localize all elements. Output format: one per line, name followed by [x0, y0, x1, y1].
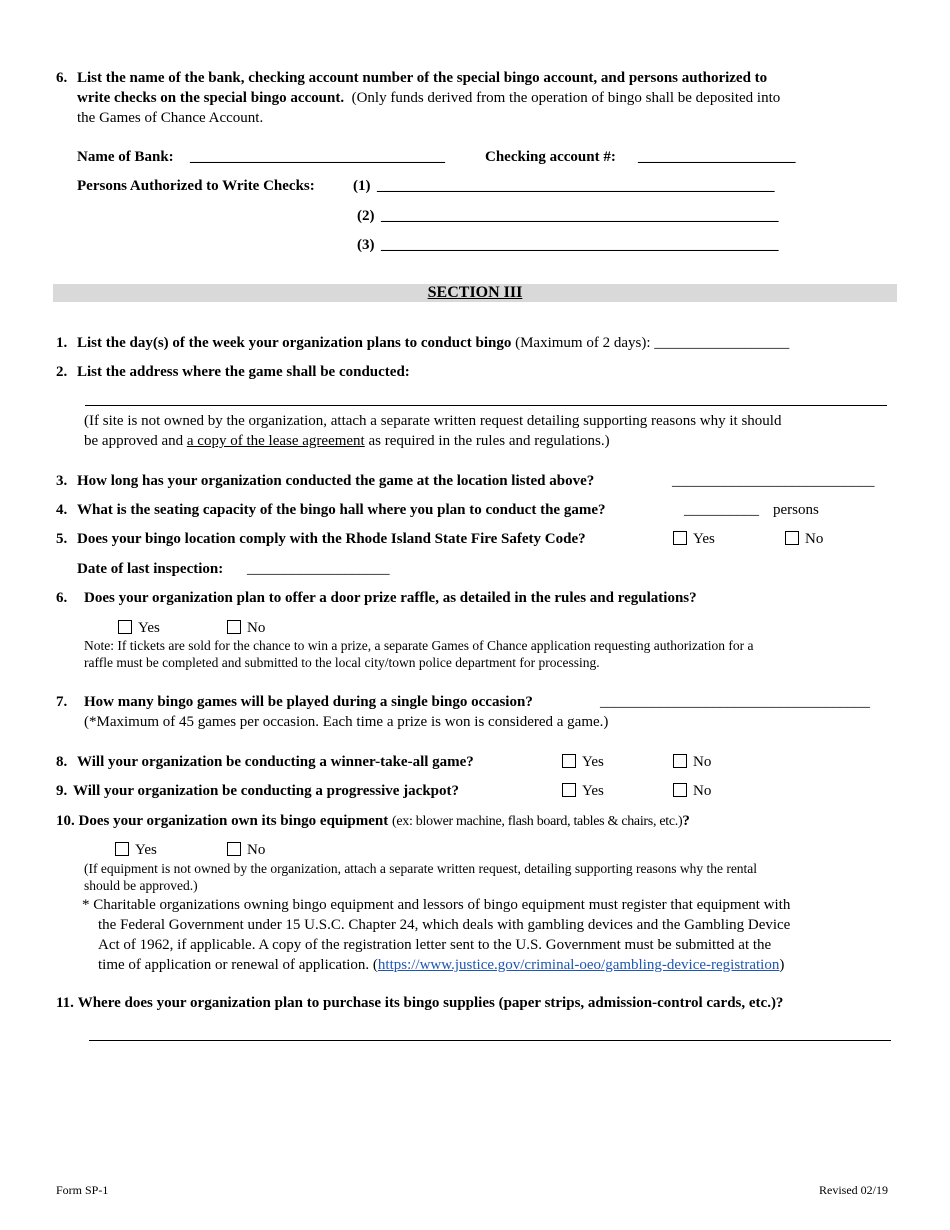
s5-question: Does your bingo location comply with the Rhode Island State Fire Safety Code?	[77, 531, 586, 547]
s5-number: 5.	[56, 531, 68, 547]
s10-no-option[interactable]	[227, 840, 265, 860]
seating-unit: persons	[773, 502, 819, 518]
s6-no-label: No	[247, 620, 266, 636]
s10-star-line3: Act of 1962, if applicable. A copy of the registration letter sent to the U.S. Government must be submitted at the	[98, 937, 772, 953]
s10-yes-checkbox[interactable]	[115, 842, 129, 856]
s9-no-checkbox[interactable]	[673, 783, 687, 797]
s9-no-label: No	[693, 783, 712, 799]
revised-date: Revised 02/19	[819, 1183, 888, 1197]
s4-number: 4.	[56, 502, 68, 518]
s5-yes-label: Yes	[693, 531, 715, 547]
s1-number: 1.	[56, 335, 68, 351]
s6-no-checkbox[interactable]	[227, 620, 241, 634]
inspection-date-label: Date of last inspection:	[77, 561, 224, 577]
q6-text-line2	[77, 88, 780, 108]
s10-no-checkbox[interactable]	[227, 842, 241, 856]
s6-yes-checkbox[interactable]	[118, 620, 132, 634]
s3-duration-field[interactable]: ___________________________	[672, 473, 875, 489]
s10-star-line2: the Federal Government under 15 U.S.C. Chapter 24, which deals with gambling devices and the Gambling Device	[98, 917, 791, 933]
s11-question	[56, 993, 783, 1013]
s8-yes-checkbox[interactable]	[562, 754, 576, 768]
person-2-field[interactable]: _____________________________________________________	[381, 208, 779, 224]
s4-question: What is the seating capacity of the bingo hall where you plan to conduct the game?	[77, 502, 606, 518]
s1-question-bold: List the day(s) of the week your organization plans to conduct bingo	[77, 335, 512, 351]
persons-authorized-label: Persons Authorized to Write Checks:	[77, 178, 315, 194]
q6-text-line3: the Games of Chance Account.	[77, 110, 264, 126]
s8-no-option[interactable]	[673, 752, 711, 772]
s9-no-option[interactable]	[673, 781, 711, 801]
s9-yes-option[interactable]	[562, 781, 604, 801]
checking-account-label: Checking account #:	[485, 149, 616, 165]
s10-yes-label: Yes	[135, 842, 157, 858]
address-field[interactable]	[85, 405, 887, 406]
s2-note-post: as required in the rules and regulations.)	[364, 433, 610, 449]
s6-question: Does your organization plan to offer a door prize raffle, as detailed in the rules and regulations?	[84, 590, 697, 606]
s6-note-line1: Note: If tickets are sold for the chance to win a prize, a separate Games of Chance application requesting authorization for a	[84, 638, 754, 653]
s5-no-label: No	[805, 531, 824, 547]
s7-number: 7.	[56, 694, 68, 710]
bank-name-label: Name of Bank:	[77, 149, 174, 165]
s10-note-line2: should be approved.)	[84, 878, 198, 893]
section-title: SECTION III	[427, 284, 523, 301]
section-header-band	[53, 284, 897, 302]
s11-question-bold: Where does your organization plan to purchase its bingo supplies (paper strips, admission-control cards, etc.)?	[77, 995, 784, 1011]
person-1-number: (1)	[353, 178, 371, 194]
lease-agreement-text: a copy of the lease agreement	[186, 433, 365, 449]
seating-capacity-field[interactable]: __________	[684, 502, 759, 518]
s2-note-pre: be approved and	[84, 433, 187, 449]
s8-yes-option[interactable]	[562, 752, 604, 772]
s6-note-line2: raffle must be completed and submitted to the local city/town police department for processing.	[84, 655, 600, 670]
q6-text-line2-normal: (Only funds derived from the operation of bingo shall be deposited into	[351, 90, 781, 106]
bank-name-field[interactable]: __________________________________	[190, 149, 445, 165]
s8-question: Will your organization be conducting a winner-take-all game?	[77, 754, 474, 770]
supplies-source-field[interactable]	[89, 1040, 891, 1041]
s2-question: List the address where the game shall be conducted:	[77, 364, 410, 380]
inspection-date-field[interactable]: ___________________	[247, 561, 390, 577]
s10-no-label: No	[247, 842, 266, 858]
s10-question	[56, 811, 690, 832]
s9-yes-checkbox[interactable]	[562, 783, 576, 797]
gambling-device-registration-link[interactable]: https://www.justice.gov/criminal-oeo/gambling-device-registration	[377, 957, 780, 973]
s3-question: How long has your organization conducted the game at the location listed above?	[77, 473, 595, 489]
s8-number: 8.	[56, 754, 68, 770]
s6-no-option[interactable]	[227, 618, 265, 638]
s10-star-line4	[98, 955, 784, 975]
s8-yes-label: Yes	[582, 754, 604, 770]
s7-note: (*Maximum of 45 games per occasion. Each time a prize is won is considered a game.)	[84, 714, 609, 730]
s5-yes-option[interactable]	[673, 529, 715, 549]
s10-star-line4-pre: time of application or renewal of application. (	[98, 957, 378, 973]
person-3-field[interactable]: _____________________________________________________	[381, 237, 779, 253]
s1-question	[77, 333, 789, 353]
s5-no-option[interactable]	[785, 529, 823, 549]
person-2-number: (2)	[357, 208, 375, 224]
s7-games-field[interactable]: ____________________________________	[600, 694, 870, 710]
s5-yes-checkbox[interactable]	[673, 531, 687, 545]
s9-yes-label: Yes	[582, 783, 604, 799]
s7-question: How many bingo games will be played during a single bingo occasion?	[84, 694, 533, 710]
s8-no-label: No	[693, 754, 712, 770]
s10-note-line1: (If equipment is not owned by the organization, attach a separate written request, detailing supporting reasons why the rental	[84, 861, 758, 876]
s1-days-field[interactable]: (Maximum of 2 days): __________________	[515, 335, 790, 351]
s9-question: Will your organization be conducting a progressive jackpot?	[73, 783, 459, 799]
s2-note-line1: (If site is not owned by the organization, attach a separate written request detailing supporting reasons why it should	[84, 413, 782, 429]
q6-number: 6.	[56, 70, 68, 86]
s10-question-mark: ?	[682, 813, 690, 829]
s5-no-checkbox[interactable]	[785, 531, 799, 545]
s10-star-line4-post: )	[779, 957, 785, 973]
checking-account-field[interactable]: _____________________	[638, 149, 796, 165]
s6-yes-option[interactable]	[118, 618, 160, 638]
s3-number: 3.	[56, 473, 68, 489]
s10-question-bold: Does your organization own its bingo equipment	[78, 813, 389, 829]
person-3-number: (3)	[357, 237, 375, 253]
s9-number: 9.	[56, 783, 68, 799]
s6-yes-label: Yes	[138, 620, 160, 636]
person-1-field[interactable]: _____________________________________________________	[377, 178, 775, 194]
q6-text-line2-bold: write checks on the special bingo account.	[77, 90, 345, 106]
s10-question-example: (ex: blower machine, flash board, tables & chairs, etc.)	[392, 814, 683, 829]
s6-number: 6.	[56, 590, 68, 606]
s11-number: 11.	[56, 995, 74, 1011]
s10-number: 10.	[56, 813, 75, 829]
q6-text-line1: List the name of the bank, checking account number of the special bingo account, and persons authorized to	[77, 70, 768, 86]
s2-number: 2.	[56, 364, 68, 380]
form-number: Form SP-1	[56, 1183, 109, 1197]
s2-note-line2	[84, 431, 610, 451]
s8-no-checkbox[interactable]	[673, 754, 687, 768]
s10-yes-option[interactable]	[115, 840, 157, 860]
s10-star-line1: * Charitable organizations owning bingo equipment and lessors of bingo equipment must register that equipment with	[82, 897, 791, 913]
